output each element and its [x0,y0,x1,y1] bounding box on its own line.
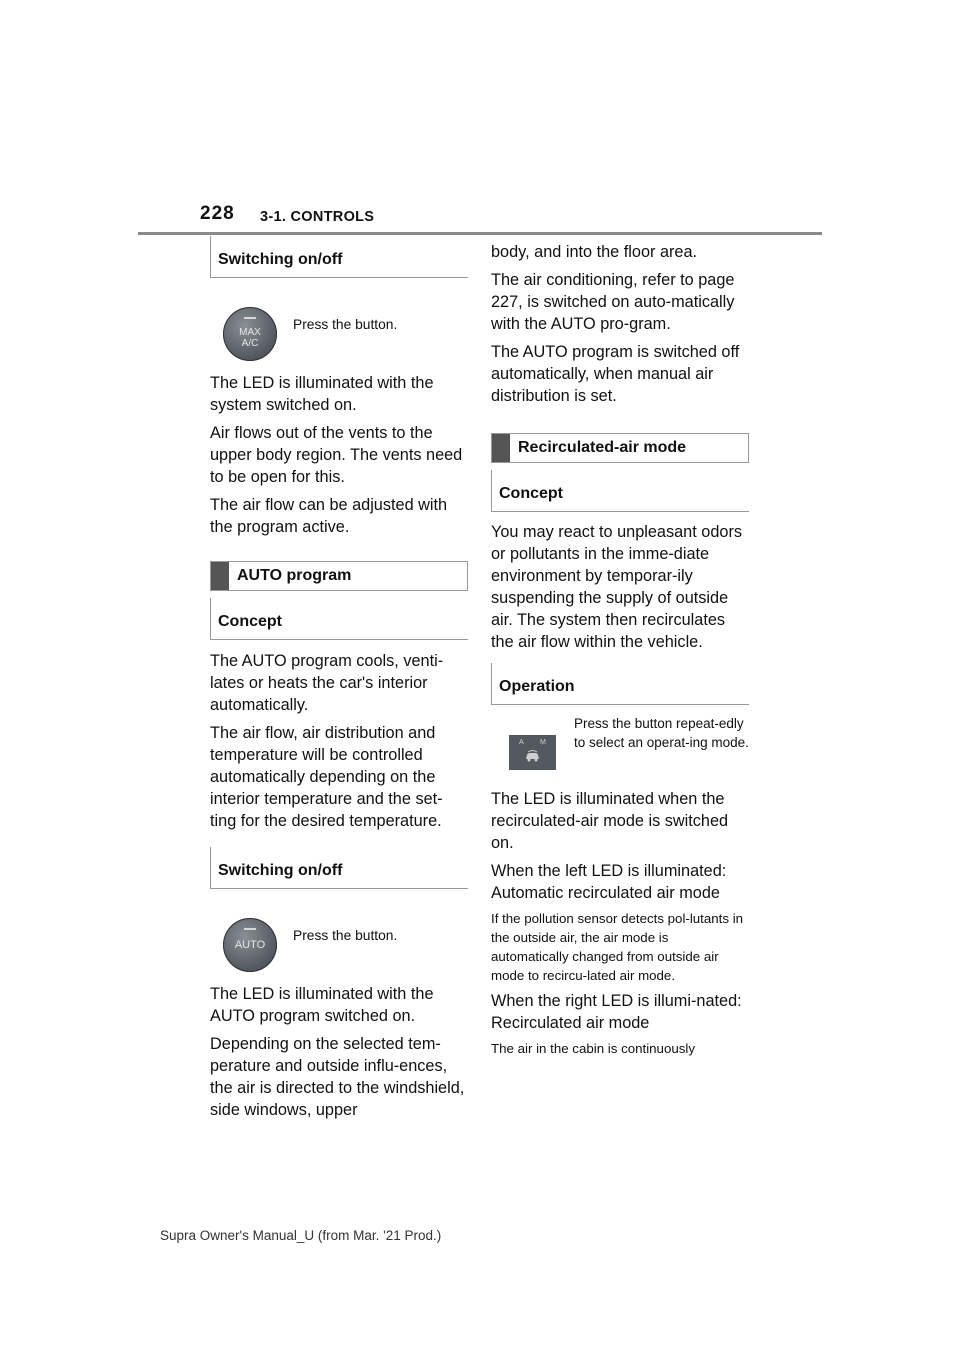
recirc-button-icon [509,735,556,770]
paragraph: The LED is illuminated with the AUTO program switched on. [210,985,434,1025]
footer-text: Supra Owner's Manual_U (from Mar. '21 Prod.) [160,1228,442,1243]
paragraph: The AUTO program is switched off automatically, when manual air distribution is set. [491,343,740,405]
maxac-button-row [210,307,468,363]
recirc-led-a: A [519,739,524,746]
note: If the pollution sensor detects pol-lutants in the outside air, the air mode is automatically changed from outside air mode to recircu-lated air mode. [491,911,744,983]
heading-marker [492,434,510,462]
auto-button-row [210,918,468,974]
maxac-button-icon [223,307,277,361]
recirculation-car-icon [524,750,541,762]
auto-button-label: AUTO [234,939,266,951]
auto-button-icon [223,918,277,972]
recirc-button-row [491,714,749,782]
heading-marker [211,562,229,590]
subheading-concept [210,598,468,640]
subheading-text: Concept [499,485,563,502]
paragraph: Depending on the selected tem-perature and outside influ-ences, the air is directed to the windshield, side windows, upper [210,1035,465,1119]
heading-text: AUTO program [237,567,352,584]
auto-caption: Press the button. [293,928,398,943]
maxac-button-label: MAX A/C [239,327,261,349]
heading-recirculated-air-mode [491,433,749,463]
subheading-text: Switching on/off [218,862,343,879]
left-column [210,236,468,1121]
note: The air in the cabin is continuously [491,1041,695,1056]
paragraph: The air flow, air distribution and temperature will be controlled automatically depending on the interior temperature and the set-ting for the desired temperature. [210,724,443,830]
paragraph: The AUTO program cools, venti-lates or heats the car's interior automatically. [210,652,444,714]
paragraph: When the right LED is illumi-nated: Recirculated air mode [491,992,742,1032]
subheading-switching-on-off [210,236,468,278]
paragraph: The LED is illuminated when the recirculated-air mode is switched on. [491,790,729,852]
paragraph: body, and into the floor area. [491,243,698,261]
subheading-concept [491,470,749,512]
maxac-caption: Press the button. [293,317,398,332]
heading-auto-program [210,561,468,591]
paragraph: Air flows out of the vents to the upper body region. The vents need to be open for this. [210,424,463,486]
subheading-text: Switching on/off [218,251,343,268]
subheading-operation [491,663,749,705]
subheading-text: Operation [499,678,575,695]
subheading-switching-on-off [210,847,468,889]
subheading-text: Concept [218,613,282,630]
heading-text: Recirculated-air mode [518,439,687,456]
paragraph: The LED is illuminated with the system switched on. [210,374,434,414]
paragraph: You may react to unpleasant odors or pollutants in the imme-diate environment by temporar-ily suspending the supply of outside air. The system then recirculates the air flow within the vehicle. [491,523,743,651]
page-number: 228 [200,203,235,224]
right-column [491,236,749,1058]
header-rule [138,232,822,235]
paragraph: The air conditioning, refer to page 227, is switched on auto-matically with the AUTO pro-gram. [491,271,735,333]
section-title: 3-1. CONTROLS [260,209,375,225]
paragraph: The air flow can be adjusted with the program active. [210,496,448,536]
recirc-caption: Press the button repeat-edly to select an operat-ing mode. [574,716,749,750]
recirc-led-m: M [540,739,546,746]
paragraph: When the left LED is illuminated: Automatic recirculated air mode [491,862,727,902]
